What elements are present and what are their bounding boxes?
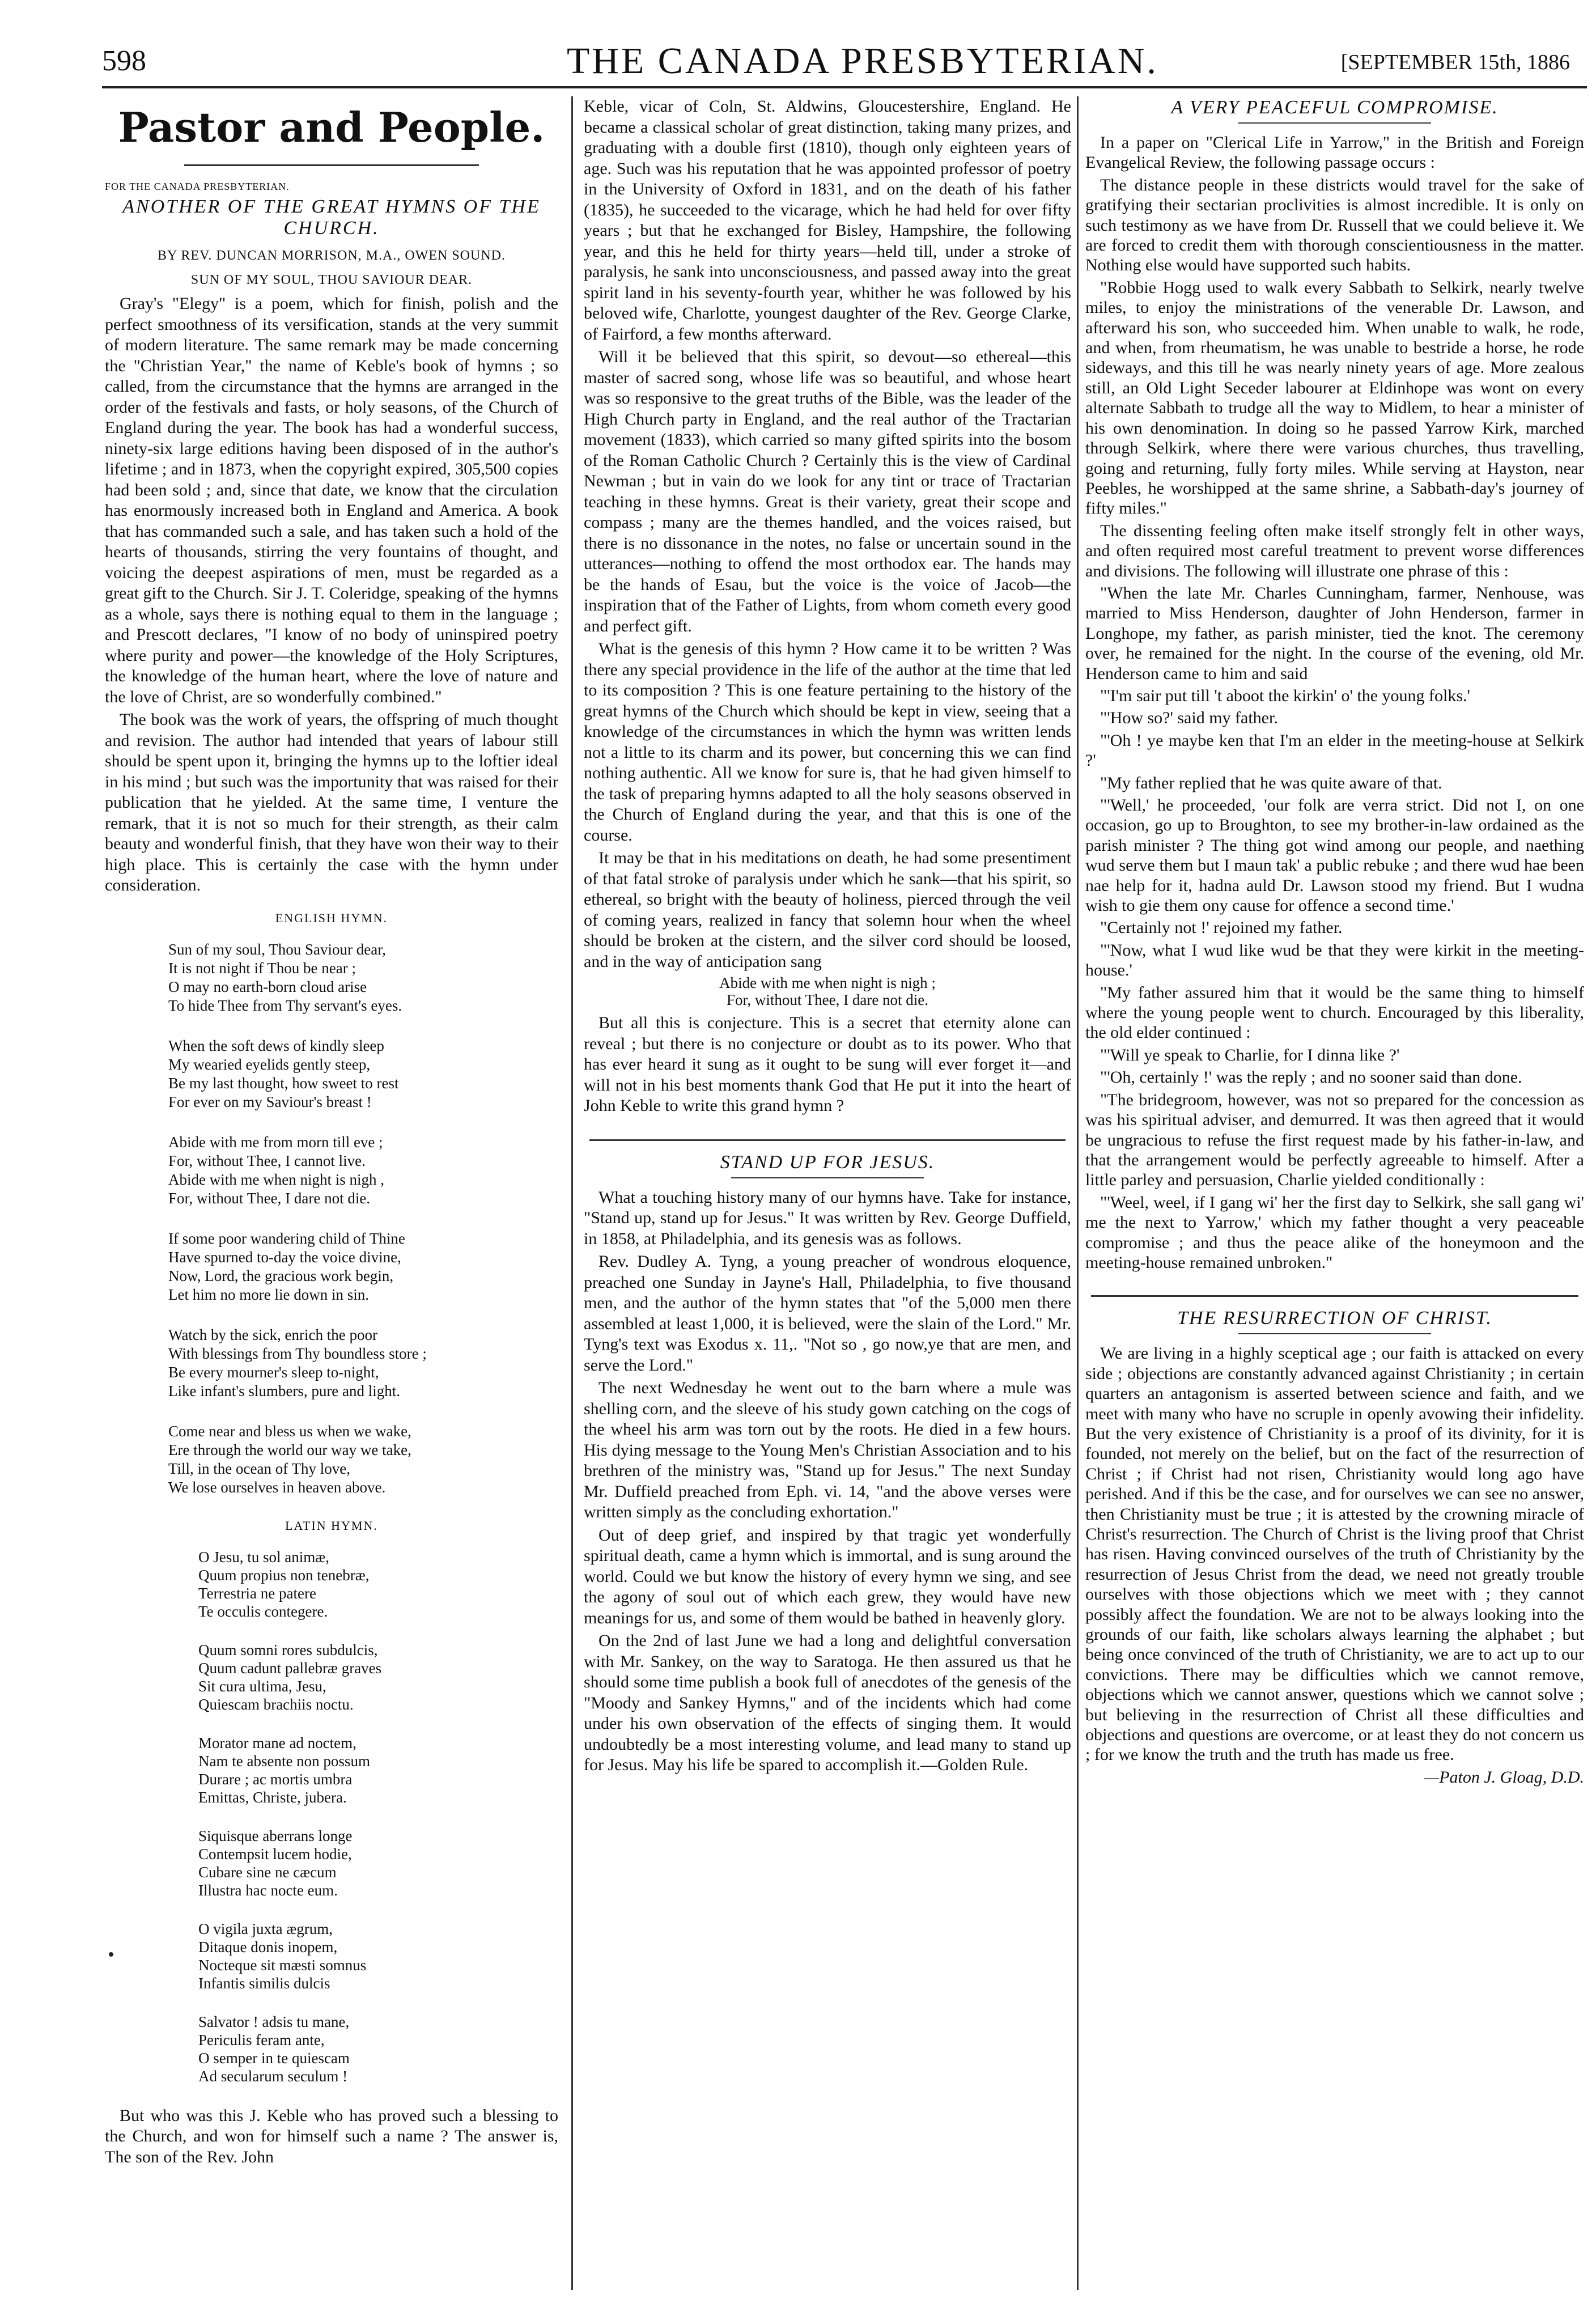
verse-line: Morator mane ad noctem, [198,1734,356,1751]
section-rule [589,1139,1066,1141]
english-hymn [105,940,558,1497]
paragraph: "When the late Mr. Charles Cunningham, farmer, Nenhouse, was married to Miss Henderson, daughter of John Henderson, farmer in Longhope, my father, as parish minister, tied the knot. The ceremony over, he remained for the night. In the course of the evening, old Mr. Henderson came to him and said [1085,583,1584,683]
verse-line: Till, in the ocean of Thy love, [168,1460,350,1477]
paragraph: In a paper on "Clerical Life in Yarrow," in the British and Foreign Evangelical Review, the following passage occurs : [1085,133,1584,172]
paragraph: The book was the work of years, the offspring of much thought and revision. The author had intended that years of labour still should be spent upon it, bringing the hymns up to the loftier ideal in his mind ; but such was the importunity that was raised for their publication that he yielded. At the same time, I venture the remark, that it is not so much for their strength, as their calm beauty and wonderful finish, that they have won their way to their high place. This is certainly the case with the hymn under consideration. [105,710,558,894]
verse-line: Ere through the world our way we take, [168,1441,411,1458]
verse-line: O Jesu, tu sol animæ, [198,1548,330,1566]
verse-line: Terrestria ne patere [198,1584,316,1602]
verse-line: Te occulis contegere. [198,1602,328,1620]
hymn-quotation [584,974,1071,1008]
verse-line: With blessings from Thy boundless store ; [168,1344,427,1362]
verse-line: When the soft dews of kindly sleep [168,1037,384,1054]
verse-line: Come near and bless us when we wake, [168,1422,411,1440]
verse-line: Salvator ! adsis tu mane, [198,2013,350,2030]
page-header [102,40,1593,85]
verse-line: O vigila juxta ægrum, [198,1920,333,1937]
heading-rule [184,164,479,166]
column-rule [571,96,573,2290]
verse-line: Cubare sine ne cæcum [198,1863,337,1881]
paragraph: "Robbie Hogg used to walk every Sabbath to Selkirk, nearly twelve miles, to enjoy the ministrations of the venerable Dr. Lawson, and afterward his son, who succeeded him. When unable to walk, he rode, and when, from rheumatism, he was unable to bestride a horse, he rode sideways, and this till he was nearly ninety years of age. More zealous still, an Old Light Seceder labourer at Eldinhope was wont on every alternate Sabbath to trudge all the way to Midlem, to hear a minister of his own denomination. In doing so he passed Yarrow Kirk, marched through Selkirk, where there were various churches, thus travelling, going and returning, fully forty miles. While serving at Hayston, near Peebles, he worshipped at the same shrine, a Sabbath-day's journey of fifty miles." [1085,278,1584,518]
verse-line: Sit cura ultima, Jesu, [198,1677,326,1695]
paragraph: The next Wednesday he went out to the barn where a mule was shelling corn, and the sleeve of his study gown catching on the cogs of the wheel his arm was torn out by the roots. He died in a few hours. His dying message to the Young Men's Christian Association and to his brethren of the ministry was, "Stand up for Jesus." The next Sunday Mr. Duffield preached from Eph. vi. 14, "and the above verses were written simply as the concluding exhortation." [584,1378,1071,1521]
verse-line: For, without Thee, I cannot live. [168,1152,366,1169]
verse-line: Quum somni rores subdulcis, [198,1641,378,1658]
verse-line: Be every mourner's sleep to-night, [168,1363,379,1381]
stanza [168,1422,558,1497]
column-2 [584,96,1071,1778]
department-heading: Pastor and People. [118,103,545,151]
stanza [198,1548,558,1621]
verse-line: Durare ; ac mortis umbra [198,1770,353,1788]
verse-line: Ditaque donis inopem, [198,1938,338,1956]
credit-line: FOR THE CANADA PRESBYTERIAN. [105,181,290,192]
paragraph: But who was this J. Keble who has proved such a blessing to the Church, and won for himself such a name ? The answer is, The son of the Rev. John [105,2106,558,2166]
verse-line: Have spurned to-day the voice divine, [168,1248,401,1266]
paragraph: It may be that in his meditations on death, he had some presentiment of that fatal stroke of paralysis under which he sank—that his spirit, so ethereal, so bright with the beauty of holiness, pierced through the veil of coming years, realized in fancy that solemn hour when the wheel should be broken at the cistern, and the silver cord should be loosed, and in the way of anticipation sang [584,849,1071,971]
paragraph: "'Now, what I wud like wud be that they were kirkit in the meeting-house.' [1085,940,1584,980]
column-rule [1077,96,1079,2290]
verse-line: Nocteque sit mæsti somnus [198,1956,367,1974]
column-3 [1085,96,1584,1787]
verse-line: Abide with me from morn till eve ; [168,1133,383,1151]
stanza [198,1734,558,1806]
verse-line: Let him no more lie down in sin. [168,1286,369,1303]
section-title: A VERY PEACEFUL COMPROMISE. [1171,97,1499,118]
paragraph: "'How so?' said my father. [1100,709,1278,728]
title-underline [731,1177,924,1178]
verse-line: Quiescam brachiis noctu. [198,1695,354,1713]
paragraph: "'I'm sair put till 't aboot the kirkin' o' the young folks.' [1100,686,1470,705]
paragraph: We are living in a highly sceptical age ; our faith is attacked on every side ; objections are constantly advanced against Christianity ; in certain quarters an antagonism is asserted between science and faith, and we meet with many who have no scruple in openly avowing their infidelity. But the very existence of Christianity is a proof of its divinity, for it is founded, not merely on the belief, but on the fact of the resurrection of Christ ; if Christ had not risen, Christianity would long ago have perished. And if this be the case, and for ourselves we can see no answer, then Christianity must be true ; it is attested by the crowning miracle of Christ's resurrection. The Church of Christ is the living proof that Christ has risen. Having convinced ourselves of the truth of Christianity by the resurrection of Jesus Christ from the dead, we need not greatly trouble ourselves with those objections which we meet with ; they cannot possibly affect the foundation. We are not to be always looking into the grounds of our faith, like scholars always learning the alphabet ; but being once convinced of the truth of Christianity, we are to act up to our convictions. There may be difficulties which we cannot remove, objections which we cannot answer, questions which we cannot solve ; but believing in the resurrection of Christ all these difficulties and objections and questions are overcome, or at least they do not concern us ; for we know the truth and the truth has made us free. [1085,1344,1584,1764]
english-hymn-heading: ENGLISH HYMN. [275,910,388,925]
verse-line: Like infant's slumbers, pure and light. [168,1382,401,1399]
verse-line: Watch by the sick, enrich the poor [168,1326,377,1343]
verse-line: Illustra hac nocte eum. [198,1881,338,1899]
issue-date: [SEPTEMBER 15th, 1886 [1340,50,1570,74]
verse-line: For ever on my Saviour's breast ! [168,1093,372,1110]
title-underline [1238,1333,1431,1334]
verse-line: Ad secularum seculum ! [198,2067,348,2085]
paragraph: Keble, vicar of Coln, St. Aldwins, Gloucestershire, England. He became a classical scholar of great distinction, taking many prizes, and graduating with a double first (1810), though only eighteen years of age. Such was his reputation that he was appointed professor of poetry in the University of Oxford in 1831, and on the death of his father (1835), he succeeded to the vicarage, which he had held for over fifty years ; but that he exchanged for Bisley, Hampshire, the following year, and this he held for thirty years—held till, under a stroke of paralysis, he sank into unconsciousness, and passed away into the great spirit land in his seventy-fourth year, whither he was followed by his beloved wife, Charlotte, youngest daughter of the Rev. George Clarke, of Fairford, a few months afterward. [584,97,1071,343]
paragraph: On the 2nd of last June we had a long and delightful conversation with Mr. Sankey, on the way to Saratoga. He then assured us that he should some time publish a book full of anecdotes of the genesis of the "Moody and Sankey Hymns," and of the incidents which had come under his own observation of the effects of singing them. It would undoubtedly be a most interesting volume, and lead many to stand up for Jesus. May his life be spared to accomplish it.—Golden Rule. [584,1631,1071,1774]
stanza [198,1827,558,1899]
paragraph: Will it be believed that this spirit, so devout—so ethereal—this master of sacred song, whose life was so beautiful, and whose heart was so responsive to the great truths of the Bible, was the leader of the High Church party in England, and the real author of the Tractarian movement (1833), which carried so many gifted spirits into the bosom of the Roman Catholic Church ? Certainly this is the view of Cardinal Newman ; but in vain do we look for any tint or trace of Tractarian teaching in these hymns. Great is their variety, great their scope and compass ; many are the themes handled, and the voices raised, but there is no dissonance in the notes, no false or uncertain sound in the utterances—nothing to offend the most orthodox ear. The hands may be the hands of Esau, but the voice is the voice of Jacob—the inspiration that of the Father of Lights, from whom cometh every good and perfect gift. [584,347,1071,635]
section-title: STAND UP FOR JESUS. [720,1151,935,1173]
verse-line: Infantis similis dulcis [198,1974,330,1992]
quote-line: For, without Thee, I dare not die. [726,991,929,1008]
section-rule [1091,1295,1578,1297]
paragraph: What is the genesis of this hymn ? How came it to be written ? Was there any special providence in the life of the author at the time that led to its composition ? This is one feature pertaining to the history of the great hymns of the Church which should be kept in view, seeing that a knowledge of the circumstances in which the hymn was written lends not a little to its charm and its power, but concerning this we can find nothing authentic. All we know for sure is, that he had given himself to the task of preparing hymns adapted to all the holy seasons observed in the Church of England during the year, and that this is one of the course. [584,639,1071,845]
paragraph: Gray's "Elegy" is a poem, which for finish, polish and the perfect smoothness of its versification, stands at the very summit of modern literature. The same remark may be made concerning the "Christian Year," the name of Keble's book of hymns ; so called, from the circumstance that the hymns are arranged in the order of the festivals and fasts, or holy seasons, of the Church of England during the year. The book has had a wonderful success, ninety-six large editions having been disposed of in the author's lifetime ; and in 1873, when the copyright expired, 305,500 copies had been sold ; and, since that date, we know that the circulation has enormously increased both in England and America. A book that has commanded such a sale, and has taken such a hold of the hearts of thousands, stirring the very fountains of thought, and voicing the deepest aspirations of men, must be regarded as a great gift to the Church. Sir J. T. Coleridge, speaking of the hymns as a whole, says there is nothing equal to them in the language ; and Prescott declares, "I know of no body of uninspired poetry where purity and power—the knowledge of the Holy Scriptures, the knowledge of the human heart, where the love of nature and the love of Christ, are so wonderfully combined." [105,294,558,706]
verse-line: It is not night if Thou be near ; [168,959,356,977]
verse-line: Emittas, Christe, jubera. [198,1788,347,1806]
verse-line: Quum cadunt pallebræ graves [198,1659,382,1677]
section-title: THE RESURRECTION OF CHRIST. [1177,1308,1492,1329]
latin-hymn [105,1548,558,2085]
verse-line: Abide with me when night is nigh , [168,1170,384,1188]
verse-line: O may no earth-born cloud arise [168,978,367,995]
paragraph: The dissenting feeling often make itself strongly felt in other ways, and often required most careful treatment to prevent worse differences and divisions. The following will illustrate one phrase of this : [1085,521,1584,580]
verse-line: For, without Thee, I dare not die. [168,1189,371,1207]
stanza [168,1133,558,1208]
title-underline [1238,122,1431,124]
verse-line: Nam te absente non possum [198,1752,370,1770]
stanza [168,1326,558,1401]
masthead: THE CANADA PRESBYTERIAN. [567,40,1158,82]
paragraph: Rev. Dudley A. Tyng, a young preacher of wondrous eloquence, preached one Sunday in Jayne's Hall, Philadelphia, to five thousand men, and the author of the hymn states that "of the 5,000 men there assembled at least 1,000, it is believed, were the slain of the Lord." Mr. Tyng's text was Exodus x. 11,. "Not so , go now,ye that are men, and serve the Lord." [584,1252,1071,1375]
article-title: ANOTHER OF THE GREAT HYMNS OF THE CHURCH. [122,196,541,239]
paragraph: The distance people in these districts would travel for the sake of gratifying their sectarian proclivities is almost incredible. It is only on such testimony as we have from Dr. Russell that we could believe it. We are forced to credit them with thorough conscientiousness in the matter. Nothing else would have supported such habits. [1085,175,1584,275]
verse-line: If some poor wandering child of Thine [168,1229,405,1247]
paragraph: "The bridegroom, however, was not so prepared for the concession as was his spiritual adviser, and demurred. It was then agreed that it would be ungracious to refuse the first request made by his father-in-law, and that the arrangement would be perfectly agreeable to himself. After a little parley and persuasion, Charlie yielded conditionally : [1085,1090,1584,1190]
verse-line: My wearied eyelids gently steep, [168,1055,371,1073]
verse-line: Sun of my soul, Thou Saviour dear, [168,940,386,958]
paragraph: "'Well,' he proceeded, 'our folk are verra strict. Did not I, on one occasion, go up to Broughton, to see my brother-in-law ordained as the parish minister ? The thing got wind among our people, and naething wud serve them but I maun tak' a public rebuke ; and there wud hae been nae help for it, hadna auld Dr. Lawson stood my friend. But I wudna wish to gie them ony cause for offence a second time.' [1085,796,1584,915]
stanza [168,1037,558,1112]
header-rule [102,86,1587,88]
paragraph: But all this is conjecture. This is a secret that eternity alone can reveal ; but there is no conjecture or doubt as to its power. Who that has ever heard it sung as it ought to be sung will ever forget it—and will not in his best moments thank God that He put it into the heart of John Keble to write this grand hymn ? [584,1013,1071,1115]
stanza [198,1641,558,1713]
byline: BY REV. DUNCAN MORRISON, M.A., OWEN SOUND. [157,248,506,263]
verse-line: O semper in te quiescam [198,2049,350,2067]
paragraph: "Certainly not !' rejoined my father. [1100,918,1343,938]
paragraph: What a touching history many of our hymns have. Take for instance, "Stand up, stand up for Jesus." It was written by Rev. George Duffield, in 1858, at Philadelphia, and its genesis was as follows. [584,1187,1071,1248]
latin-hymn-heading: LATIN HYMN. [285,1518,378,1533]
stanza [198,2013,558,2085]
article-subhead: SUN OF MY SOUL, THOU SAVIOUR DEAR. [190,273,473,287]
paragraph: "My father replied that he was quite aware of that. [1100,773,1442,792]
stanza [168,940,558,1015]
column-1 [105,96,558,2170]
paragraph: "'Oh, certainly !' was the reply ; and no sooner said than done. [1100,1068,1522,1087]
stanza [168,1229,558,1304]
paragraph: "'Will ye speak to Charlie, for I dinna like ?' [1100,1045,1400,1064]
verse-line: Now, Lord, the gracious work begin, [168,1267,394,1284]
verse-line: We lose ourselves in heaven above. [168,1478,386,1496]
page-number: 598 [102,45,146,77]
quote-line: Abide with me when night is nigh ; [719,974,936,991]
paragraph: "'Weel, weel, if I gang wi' her the first day to Selkirk, she sall gang wi' me the next to Yarrow,' which my father thought a very peaceable compromise ; and thus the peace alike of the honeymoon and the meeting-house remained unbroken." [1085,1193,1584,1272]
verse-line: Quum propius non tenebræ, [198,1566,370,1584]
verse-line: Contempsit lucem hodie, [198,1845,352,1863]
verse-line: Siquisque aberrans longe [198,1827,353,1844]
article-body [1085,133,1584,1272]
verse-line: To hide Thee from Thy servant's eyes. [168,996,402,1014]
verse-line: Periculis feram ante, [198,2031,325,2048]
signature: —Paton J. Gloag, D.D. [1424,1767,1584,1787]
paragraph: "'Oh ! ye maybe ken that I'm an elder in the meeting-house at Selkirk ?' [1085,731,1584,770]
paragraph: "My father assured him that it would be the same thing to himself where the young people went to church. Encouraged by this liberality, the old elder continued : [1085,983,1584,1042]
paragraph: Out of deep grief, and inspired by that tragic yet wonderfully spiritual death, came a hymn which is immortal, and is sung around the world. Could we but know the history of every hymn we sing, and see the agony of soul out of which each grew, they would have new meanings for us, and some of them would be bathed in heavenly glory. [584,1525,1071,1627]
stanza [198,1920,558,1992]
verse-line: Be my last thought, how sweet to rest [168,1074,399,1092]
